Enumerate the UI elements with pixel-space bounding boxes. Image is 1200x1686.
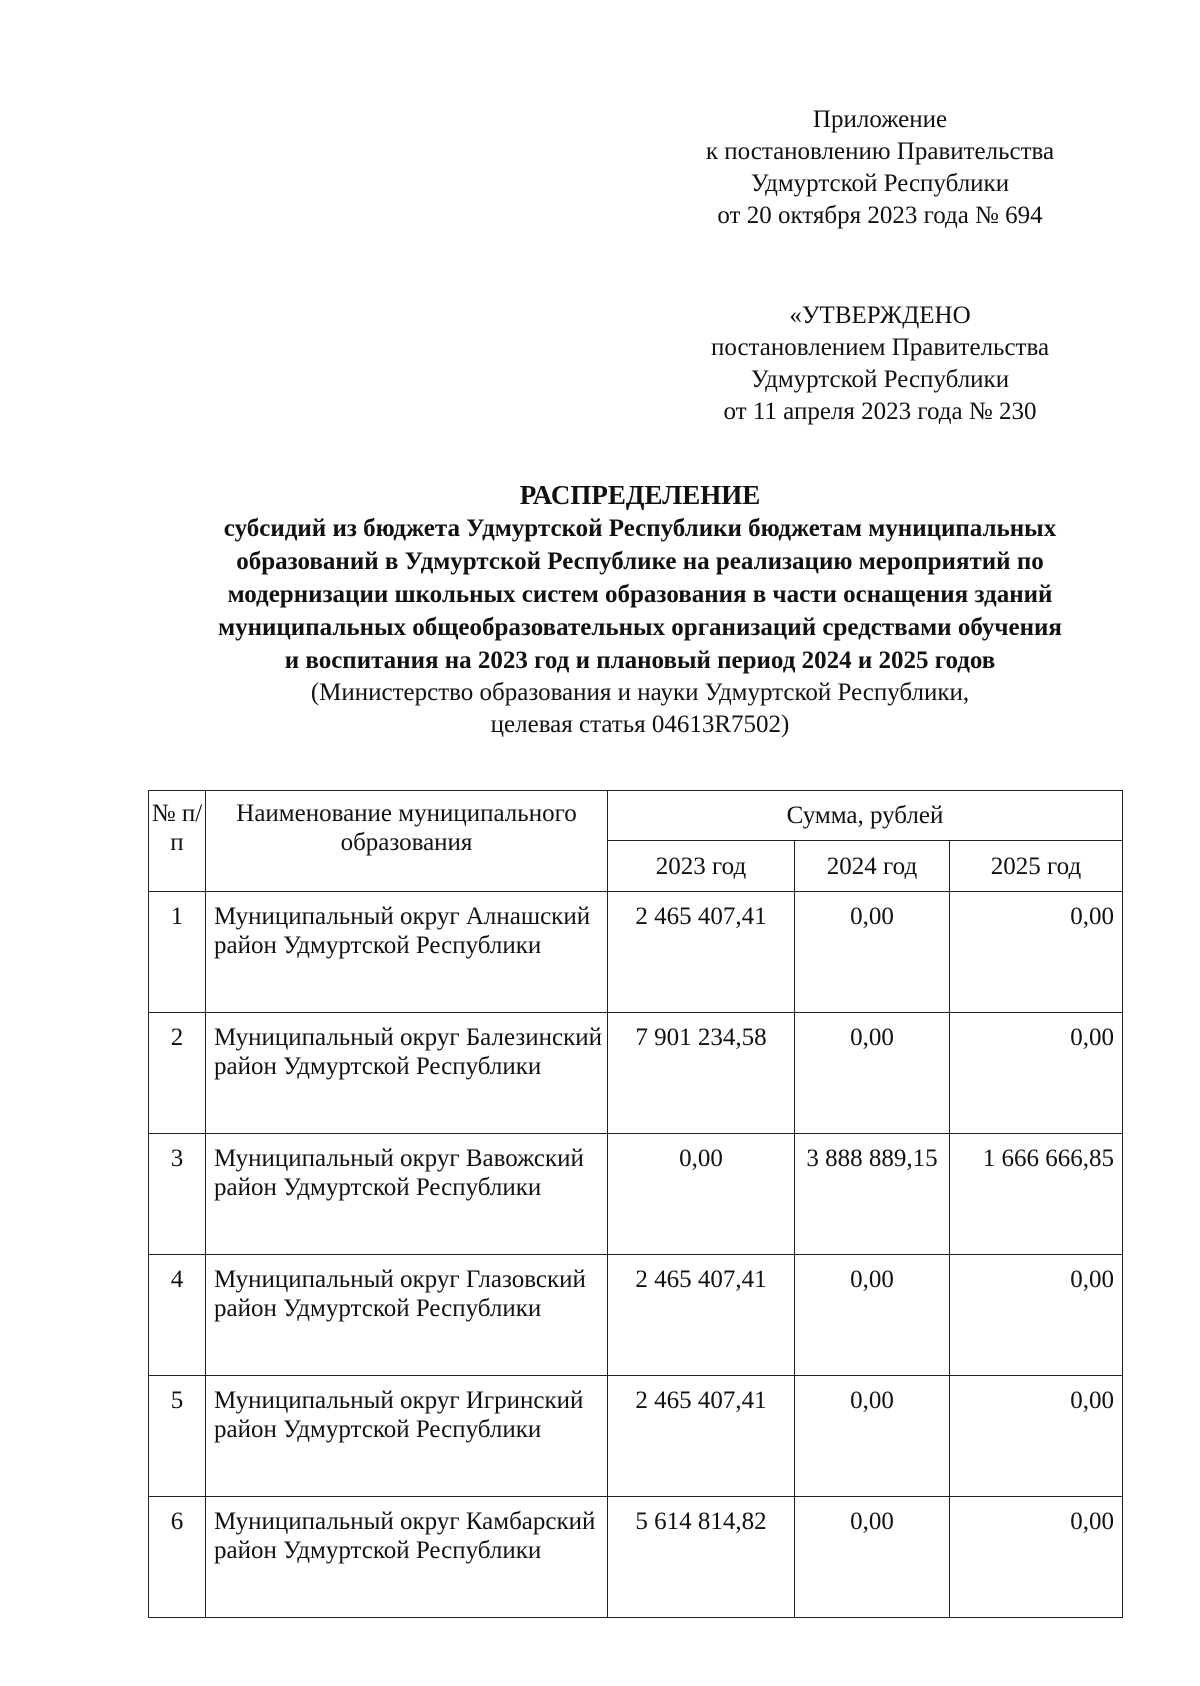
approval-line: Удмуртской Республики	[750, 366, 1010, 393]
amount-2024: 0,00	[795, 1497, 950, 1618]
municipality-name: Муниципальный округ Игринский район Удмуртской Республики	[206, 1376, 608, 1497]
amount-2025: 1 666 666,85	[950, 1134, 1123, 1255]
subtitle-line: модернизации школьных систем образования в части оснащения зданий	[227, 581, 1053, 608]
subtitle-line: субсидий из бюджета Удмуртской Республики бюджетам муниципальных	[223, 515, 1057, 542]
amount-2025: 0,00	[950, 1013, 1123, 1134]
amount-2023: 7 901 234,58	[608, 1013, 795, 1134]
row-number: 6	[149, 1497, 206, 1618]
header-number: № п/п	[149, 791, 206, 892]
row-number: 4	[149, 1255, 206, 1376]
table-row	[149, 1013, 1123, 1134]
header-municipality: Наименование муниципального образования	[206, 791, 608, 892]
amount-2023: 2 465 407,41	[608, 1255, 795, 1376]
amount-2023: 0,00	[608, 1134, 795, 1255]
table-row	[149, 1497, 1123, 1618]
amount-2024: 3 888 889,15	[795, 1134, 950, 1255]
municipality-name: Муниципальный округ Глазовский район Удмуртской Республики	[206, 1255, 608, 1376]
appendix-line: Приложение	[812, 106, 948, 133]
appendix-line: Удмуртской Республики	[750, 170, 1010, 197]
row-number: 1	[149, 892, 206, 1013]
row-number: 5	[149, 1376, 206, 1497]
header-year-2023: 2023 год	[608, 841, 795, 892]
approval-line: постановлением Правительства	[710, 334, 1050, 361]
municipality-name: Муниципальный округ Алнашский район Удмуртской Республики	[206, 892, 608, 1013]
appendix-line: к постановлению Правительства	[705, 138, 1055, 165]
amount-2024: 0,00	[795, 1255, 950, 1376]
amount-2023: 2 465 407,41	[608, 892, 795, 1013]
subtitle-line: образований в Удмуртской Республике на реализацию мероприятий по	[236, 548, 1044, 575]
amount-2023: 5 614 814,82	[608, 1497, 795, 1618]
ministry-note-line: целевая статья 04613R7502)	[490, 711, 790, 738]
header-sum: Сумма, рублей	[608, 791, 1123, 841]
municipality-name: Муниципальный округ Балезинский район Удмуртской Республики	[206, 1013, 608, 1134]
table-row	[149, 1255, 1123, 1376]
amount-2025: 0,00	[950, 1255, 1123, 1376]
table-row	[149, 892, 1123, 1013]
amount-2025: 0,00	[950, 892, 1123, 1013]
row-number: 2	[149, 1013, 206, 1134]
subtitle-line: муниципальных общеобразовательных организаций средствами обучения	[218, 614, 1062, 641]
amount-2024: 0,00	[795, 1013, 950, 1134]
table-row	[149, 1134, 1123, 1255]
document-title: РАСПРЕДЕЛЕНИЕ	[519, 480, 761, 510]
appendix-line: от 20 октября 2023 года № 694	[717, 202, 1043, 229]
subtitle-line: и воспитания на 2023 год и плановый период 2024 и 2025 годов	[284, 647, 996, 674]
approval-line: от 11 апреля 2023 года № 230	[723, 398, 1037, 425]
amount-2023: 2 465 407,41	[608, 1376, 795, 1497]
approval-block	[660, 300, 1100, 428]
amount-2024: 0,00	[795, 1376, 950, 1497]
document-heading	[120, 478, 1160, 741]
amount-2025: 0,00	[950, 1376, 1123, 1497]
row-number: 3	[149, 1134, 206, 1255]
ministry-note-line: (Министерство образования и науки Удмуртской Республики,	[310, 679, 970, 706]
municipality-name: Муниципальный округ Камбарский район Удмуртской Республики	[206, 1497, 608, 1618]
municipality-name: Муниципальный округ Вавожский район Удмуртской Республики	[206, 1134, 608, 1255]
approval-line: «УТВЕРЖДЕНО	[789, 302, 971, 329]
header-year-2024: 2024 год	[795, 841, 950, 892]
amount-2024: 0,00	[795, 892, 950, 1013]
header-year-2025: 2025 год	[950, 841, 1123, 892]
amount-2025: 0,00	[950, 1497, 1123, 1618]
appendix-block	[660, 104, 1100, 232]
distribution-table	[148, 790, 1123, 1618]
table-row	[149, 1376, 1123, 1497]
